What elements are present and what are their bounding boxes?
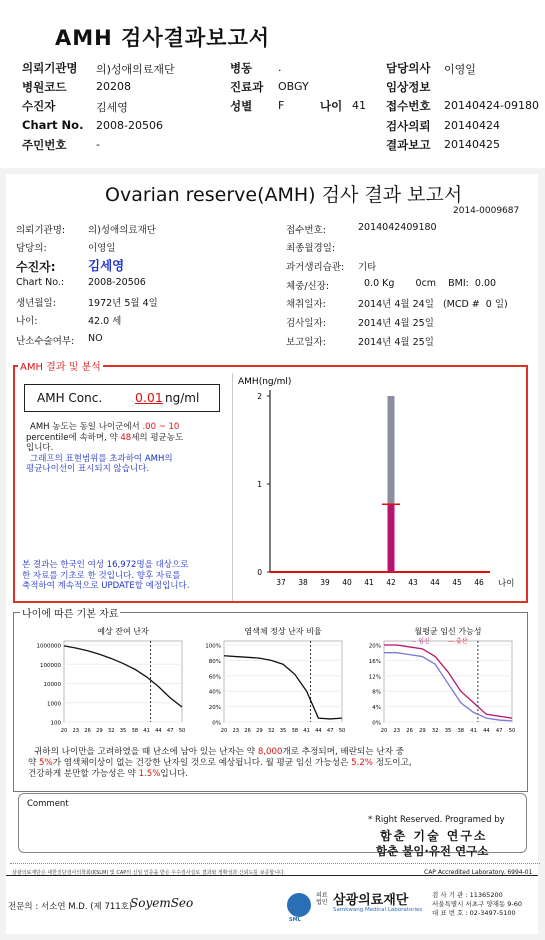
comment-label: Comment <box>27 799 69 809</box>
sml-logo-text: SML <box>289 917 301 923</box>
legend-pregnancy: -- 임신 <box>412 638 430 645</box>
sml-logo-icon <box>287 893 311 917</box>
x-tick-label: 32 <box>267 728 275 734</box>
x-tick-label: 26 <box>244 728 251 734</box>
contact-line: 대 표 번 호 : 02-3497-5100 <box>432 909 516 917</box>
summary-text: 입니다. <box>160 769 189 779</box>
patient-amh-bar <box>388 504 395 572</box>
info-label: 담당의: <box>16 243 47 254</box>
disclaimer-line: 축적하여 계속적으로 UPDATE할 예정입니다. <box>22 581 190 591</box>
y-tick-label: 40% <box>208 689 221 696</box>
y-tick-label: 60% <box>208 674 221 681</box>
info-value: 2014년 4월 25일 <box>358 337 434 348</box>
cap-text: CAP Accredited Laboratory. 6994-01 <box>424 869 533 876</box>
x-tick-label: 41 <box>303 728 310 734</box>
x-tick-label: 20 <box>380 728 388 734</box>
y-tick-label: 100% <box>205 643 221 650</box>
x-tick-label: 26 <box>84 728 91 734</box>
y-tick-label: 80% <box>208 658 221 665</box>
footer-rule <box>6 875 538 876</box>
x-tick-label: 32 <box>107 728 115 734</box>
x-tick-label: 39 <box>320 578 330 587</box>
remaining-eggs-value: 8,000 <box>257 747 283 757</box>
y-tick-label: 0% <box>372 720 381 727</box>
series-line <box>64 646 182 707</box>
x-tick-label: 43 <box>408 578 418 587</box>
header-value: 의)성애의료재단 <box>96 63 175 76</box>
header-value: 2008-20506 <box>96 119 163 132</box>
certification-text: 삼광의료재단은 대한진단검사의학회(KSLM) 및 CAP의 신임 인증을 받은 우수검사실로 결과와 정확성과 신뢰도를 보증합니다. <box>12 870 286 876</box>
x-tick-label: 44 <box>155 728 162 734</box>
remaining-eggs-chart <box>20 625 185 737</box>
y-tick-label: 16% <box>368 658 381 665</box>
info-label: 검사일자: <box>286 318 326 329</box>
age-summary-text <box>28 747 412 780</box>
age-range-bar <box>388 396 395 504</box>
y-tick-label: 1000 <box>47 701 61 708</box>
y-tick-label: 1000000 <box>36 643 61 650</box>
mean-age: 48 <box>120 432 132 443</box>
info-label: 채취일자: <box>286 299 326 310</box>
info-value: 0.0 Kg 0cm BMI: 0.00 <box>364 278 497 289</box>
chart-title: 염색체 정상 난자 비율 <box>244 627 322 636</box>
y-tick-label: 0% <box>212 720 221 727</box>
summary-text: 귀하의 나이만을 고려하였을 때 난소에 남아 있는 난자는 약 <box>34 747 256 757</box>
x-tick-label: 44 <box>483 728 490 734</box>
header-label: 의뢰기관명 <box>22 61 78 75</box>
x-tick-label: 23 <box>232 728 240 734</box>
header-label: 담당의사 <box>386 61 431 75</box>
specialist-name: 전문의 : 서소연 M.D. (제 711호) <box>8 902 133 912</box>
amh-analysis-text <box>26 422 183 475</box>
y-tick-label: 2 <box>257 392 262 401</box>
legend-delivery: — 출산 <box>448 638 468 645</box>
header-value: 20140424 <box>444 119 500 132</box>
disclaimer-line: 한 자료를 기초로 한 것입니다. 향후 자료를 <box>22 570 181 581</box>
normal-chromosome-chart <box>196 625 346 737</box>
y-tick-label: 20% <box>368 643 381 650</box>
report-title: Ovarian reserve(AMH) 검사 결과 보고서 <box>105 184 463 206</box>
x-tick-label: 37 <box>276 578 286 587</box>
series-line <box>384 653 512 721</box>
header-label: 임상정보 <box>386 80 431 94</box>
info-label: 나이: <box>16 316 38 327</box>
x-tick-label: 47 <box>326 728 334 734</box>
info-label: Chart No.: <box>16 277 65 288</box>
x-tick-label: 29 <box>96 728 103 734</box>
x-tick-label: 38 <box>291 728 299 734</box>
info-value: 2008-20506 <box>88 277 146 288</box>
y-tick-label: 10000 <box>43 682 61 688</box>
amh-text: 세의 평균농도 <box>131 432 184 443</box>
age-section-title: 나이에 따른 기본 자료 <box>20 605 120 620</box>
lab-name-1: 함춘 기술 연구소 <box>380 829 488 843</box>
header-value: 20140425 <box>444 138 500 151</box>
x-tick-label: 32 <box>431 728 439 734</box>
y-tick-label: 4% <box>372 705 381 712</box>
y-axis-label: AMH(ng/ml) <box>238 377 292 387</box>
info-label: 의뢰기관명: <box>16 225 66 236</box>
info-label: 체중/신장: <box>286 281 330 292</box>
summary-text: 건강하게 분만할 가능성은 약 <box>28 769 136 779</box>
x-tick-label: 45 <box>452 578 462 587</box>
header-label: 성별 <box>230 99 253 113</box>
header-label: Chart No. <box>22 118 84 132</box>
info-label: 과거생리습관: <box>286 262 345 273</box>
contact-line: 검 사 기 관 : 11365200 <box>432 891 503 899</box>
pregnancy-rate: 5.2% <box>351 758 373 768</box>
x-tick-label: 44 <box>430 578 440 587</box>
org-name-en: Samkwang Medical Laboratories <box>333 907 423 913</box>
header-value: 이영일 <box>444 63 476 76</box>
series-line <box>384 645 512 718</box>
x-tick-label: 41 <box>364 578 374 587</box>
footer-divider <box>10 863 540 864</box>
amh-note: 그래프의 표현범위를 초과하여 AMH의 <box>30 453 173 464</box>
y-tick-label: 100000 <box>40 662 61 669</box>
x-tick-label: 23 <box>72 728 80 734</box>
normal-egg-ratio: 5% <box>39 758 53 768</box>
header-label: 병원코드 <box>22 80 67 94</box>
x-tick-label: 29 <box>256 728 263 734</box>
document-number: 2014-0009687 <box>453 206 520 216</box>
monthly-pregnancy-chart <box>352 625 527 737</box>
header-label: 수진자 <box>22 99 56 113</box>
x-tick-label: 23 <box>393 728 401 734</box>
x-tick-label: 20 <box>220 728 228 734</box>
x-tick-label: 42 <box>386 578 396 587</box>
amh-conc-unit: ng/ml <box>165 391 200 405</box>
org-type: 의료 법인 <box>316 892 328 906</box>
info-label: 수진자: <box>16 260 56 274</box>
info-value: 42.0 세 <box>88 316 122 327</box>
x-tick-label: 46 <box>474 578 484 587</box>
header-value: 김세영 <box>96 101 128 114</box>
x-tick-label: 40 <box>342 578 352 587</box>
header-label: 접수번호 <box>386 99 431 113</box>
x-tick-label: 35 <box>279 728 287 734</box>
info-label: 난소수술여부: <box>16 336 75 347</box>
info-value: 의)성애의료재단 <box>88 225 156 236</box>
x-tick-label: 38 <box>298 578 308 587</box>
amh-note: 평균나이선이 표시되지 않습니다. <box>26 464 150 474</box>
amh-text: 입니다. <box>26 443 54 453</box>
amh-disclaimer <box>22 560 189 592</box>
header-value: F <box>278 99 285 112</box>
amh-concentration-box <box>24 384 220 412</box>
info-value: 이영일 <box>88 243 116 254</box>
info-value: 2014년 4월 25일 <box>358 318 434 329</box>
x-tick-label: 41 <box>143 728 150 734</box>
rights-text: * Right Reserved. Programed by <box>368 815 505 825</box>
info-value: 2014년 4월 24일 (MCD # 0 일) <box>358 299 508 310</box>
report-header-title: AMH 검사결과보고서 <box>55 26 271 50</box>
chart-title: 월평균 임신 가능성 <box>414 627 482 636</box>
header-value: - <box>96 138 100 151</box>
header-label: 검사의뢰 <box>386 119 431 133</box>
info-label: 생년월일: <box>16 298 56 309</box>
x-tick-label: 44 <box>315 728 322 734</box>
header-value: 20208 <box>96 80 131 93</box>
info-value: 2014042409180 <box>358 222 437 233</box>
chart-title: 예상 잔여 난자 <box>97 627 149 636</box>
info-value: 1972년 5월 4일 <box>88 298 158 309</box>
info-label: 보고일자: <box>286 337 326 348</box>
x-tick-label: 50 <box>178 728 185 734</box>
info-value: NO <box>88 333 103 344</box>
x-tick-label: 47 <box>495 728 503 734</box>
x-tick-label: 41 <box>470 728 477 734</box>
header-value: 41 <box>352 99 366 112</box>
y-tick-label: 1 <box>257 480 262 489</box>
y-tick-label: 0 <box>257 568 262 577</box>
amh-conc-value: 0.01 <box>135 390 163 405</box>
header-label: 나이 <box>320 99 343 113</box>
amh-text: AMH 농도는 동일 나이군에서 <box>30 422 140 432</box>
org-name: 삼광의료재단 <box>333 893 409 908</box>
info-value: 기타 <box>358 262 377 273</box>
info-label: 접수번호: <box>286 225 326 236</box>
header-label: 결과보고 <box>386 138 431 152</box>
x-axis-label: 나이 <box>498 579 515 589</box>
signature: SoyemSeo <box>130 896 194 910</box>
x-tick-label: 35 <box>444 728 452 734</box>
header-value: . <box>278 61 282 74</box>
header-label: 주민번호 <box>22 138 67 152</box>
header-label: 진료과 <box>230 80 264 94</box>
disclaimer-line: 본 결과는 한국인 여성 16,972명을 대상으로 <box>22 560 189 570</box>
plot-frame <box>224 641 342 722</box>
amh-text: percentile에 속하며, 약 <box>26 432 118 443</box>
x-tick-label: 29 <box>419 728 426 734</box>
x-tick-label: 50 <box>508 728 516 734</box>
amh-section-title: AMH 결과 및 분석 <box>18 358 103 373</box>
summary-text: 가 염색체이상이 없는 건강한 난자일 것으로 예상됩니다. 월 평균 임신 가능성은 <box>52 758 349 768</box>
percentile-range: .00 ~ 10 <box>142 422 180 432</box>
amh-conc-label: AMH Conc. <box>37 391 103 405</box>
summary-text: 정도이고, <box>375 758 412 768</box>
y-tick-label: 8% <box>372 689 381 696</box>
header-label: 병동 <box>230 61 253 75</box>
x-tick-label: 47 <box>166 728 174 734</box>
y-tick-label: 12% <box>368 674 381 681</box>
x-tick-label: 35 <box>119 728 127 734</box>
contact-line: 서울특별시 서초구 양재동 9-60 <box>432 900 523 908</box>
info-label: 최종월경일: <box>286 243 336 254</box>
series-line <box>224 656 342 719</box>
x-tick-label: 38 <box>131 728 139 734</box>
patient-name: 김세영 <box>88 258 125 273</box>
plot-frame <box>64 641 182 722</box>
header-value: OBGY <box>278 80 309 93</box>
x-tick-label: 38 <box>457 728 465 734</box>
y-tick-label: 100 <box>50 720 61 727</box>
x-tick-label: 26 <box>406 728 413 734</box>
x-tick-label: 50 <box>338 728 346 734</box>
lab-name-2: 함춘 불임·유전 연구소 <box>376 844 489 858</box>
delivery-rate: 1.5% <box>138 769 161 779</box>
amh-age-chart <box>232 370 522 596</box>
summary-text: 개로 추정되며, 배란되는 난자 중 <box>282 747 405 757</box>
contact-info <box>432 891 522 918</box>
summary-text: 약 <box>28 758 37 768</box>
header-value: 20140424-09180 <box>444 99 539 112</box>
x-tick-label: 20 <box>60 728 68 734</box>
y-tick-label: 20% <box>208 705 221 712</box>
